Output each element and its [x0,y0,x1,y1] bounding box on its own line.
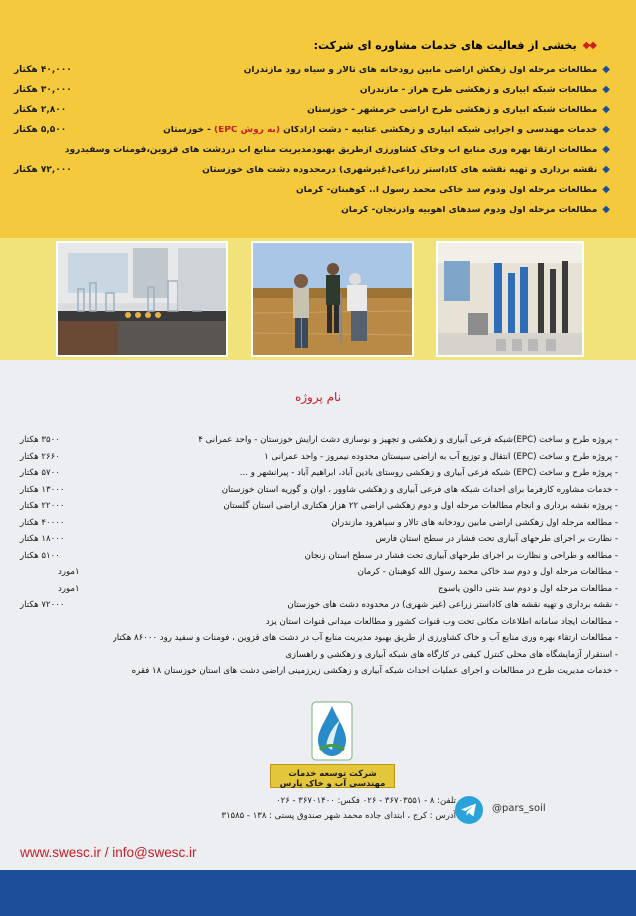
social-handle[interactable]: @pars_soil [492,803,546,814]
list-item: - خدمات مدیریت طرح در مطالعات و اجرای عملیات احداث شبکه آبیاری و زهکشی زیرزمینی اراضی دشت های استان خوزستان ۱۸ فقره [131,666,618,676]
list-item: - مطالعات مرحله اول و دوم سد خاکی محمد رسول الله کوهبنان - کرمان ۱مورد [58,567,618,577]
footer-bar [0,870,636,916]
list-item: - پروژه طرح و ساخت (EPC)شبکه فرعی آبیاری و زهکشی و تجهیز و نوسازی دشت ارایش خوزستان - واحد عمرانی ۴ ۳۵۰۰ هکتار [20,435,618,445]
address: آدرس : کرج ، ابتدای جاده محمد شهر صندوق پستی : ۱۳۸ - ۳۱۵۸۵ [221,811,456,821]
list-item: - نقشه برداری و تهیه نقشه های کاداستر زراعی (غیر شهری) در محدوده دشت های خوزستان ۷۲۰۰۰ هکتار [20,600,618,610]
equipment-photo [436,241,584,357]
company-name: شرکت توسعه خدمات مهندسی آب و خاک پارس [279,769,386,789]
list-item: - مطالعات ایجاد سامانه اطلاعات مکانی تحت وب قنوات کشور و مطالعات میدانی قنوات استان یزد [265,616,618,627]
projects-list [20,432,618,680]
list-item: - نظارت بر اجرای طرحهای آبیاری تحت فشار در سطح استان فارس ۱۸۰۰۰ هکتار [20,534,618,544]
list-item: - مطالعه و طراحی و نظارت بر اجرای طرحهای آبیاری تحت فشار در سطح استان زنجان ۵۱۰۰ هکتار [20,550,618,561]
list-item: - پروژه طرح و ساخت (EPC) شبکه فرعی آبیاری و زهکشی روستای بادین آباد، ابراهیم آباد - پیرانشهر و ... ۵۷۰۰ هکتار [20,468,618,478]
diamond-bullet-icon: ◆ [602,124,610,135]
list-item: - مطالعه مرحله اول زهکشی اراضی مابین رودخانه های تالار و سیاهرود مازندران ۴۰۰۰۰ هکتار [20,517,618,528]
list-item: ◆ مطالعات مرحله اول ودوم سدهای آهوبیه وآدرنجان- کرمان [341,204,610,215]
projects-title: نام پروژه [294,390,342,404]
diamond-bullet-icon: ◆ [602,204,610,215]
list-item: - مطالعات مرحله اول و دوم سد بتنی دالون یاسوج ۱مورد [58,583,618,594]
diamond-bullet-icon: ◆ [602,184,610,195]
epc-highlight: (به روش EPC) [214,125,280,135]
company-logo [270,700,395,790]
list-item: ◆ مطالعات مرحله اول ودوم سد خاکی محمد رسول ا.. کوهبنان- کرمان [296,184,610,195]
diamond-bullet-icon: ◆ [602,164,610,175]
lab-photo [56,241,228,357]
list-item: - مطالعات ارتقاء بهره وری منابع آب و خاک کشاورزی از طریق بهبود مدیریت منابع آب در دشت های قزوین ، فومنات و سفید رود ۸۶۰۰۰ هکتار [112,633,618,643]
list-item: ◆ مطالعات ارتقا بهره وری منابع آب وخاک کشاورزی ازطریق بهبودمدیریت منابع آب دردشت های قزوین،فومنات وسفیدرود [64,144,610,155]
telegram-icon[interactable] [455,796,483,824]
list-item: ◆ خدمات مهندسی و اجرایی شبکه آبیاری و زهکشی عتابیه - دشت آزادگان (به روش EPC) - خوزستان ۵,۵۰۰ هکتار [14,124,610,135]
services-heading [36,39,596,52]
diamond-bullet-icon: ◆ [602,104,610,115]
diamond-icon: ◆◆ [582,40,596,51]
water-drop-icon [270,700,395,764]
website-link[interactable]: www.swesc.ir / info@swesc.ir [20,845,197,860]
services-list [14,60,610,220]
diamond-bullet-icon: ◆ [602,144,610,155]
list-item: - استقرار آزمایشگاه های محلی کنترل کیفی در کارگاه های شبکه آبیاری و زهکشی و راهسازی [285,649,618,660]
list-item: - پروژه نقشه برداری و انجام مطالعات مرحله اول و دوم زهکشی اراضی ۲۲ هزار هکتاری اراضی استان گلستان ۲۲۰۰۰ هکتار [20,501,618,511]
phone-fax: تلفن: ۸ - ۳۶۷۰۳۵۵۱ - ۰۲۶ فکس: ۳۶۷۰۱۴۰۰ - ۰۲۶ [276,796,456,806]
list-item: ◆ مطالعات شبکه آبیاری و زهکشی طرح هراز - مازندران ۳۰,۰۰۰ هکتار [14,84,610,95]
list-item: ◆ مطالعات مرحله اول زهکش اراضی مابین رودخانه های تالار و سیاه رود مازندران ۴۰,۰۰۰ هکتار [14,64,610,75]
list-item: - خدمات مشاوره کارفرما برای احداث شبکه های فرعی آبیاری و زهکشی شاوور ، اوان و گوریه استان خوزستان ۱۳۰۰۰ هکتار [20,484,618,495]
list-item: ◆ نقشه برداری و تهیه نقشه های کاداستر زراعی(غیرشهری) درمحدوده دشت های خوزستان ۷۲,۰۰۰ هکتار [14,164,610,175]
diamond-bullet-icon: ◆ [602,64,610,75]
list-item: ◆ مطالعات شبکه آبیاری و زهکشی طرح اراضی خرمشهر - خوزستان ۲,۸۰۰ هکتار [14,104,610,115]
list-item: - پروژه طرح و ساخت (EPC) انتقال و توزیع آب به اراضی سیستان محدوده نیمروز - واحد عمرانی ۱ ۲۶۶۰ هکتار [20,451,618,462]
diamond-bullet-icon: ◆ [602,84,610,95]
field-photo [251,241,414,357]
services-heading-text: بخشی از فعالیت های خدمات مشاوره ای شرکت: [313,39,577,52]
